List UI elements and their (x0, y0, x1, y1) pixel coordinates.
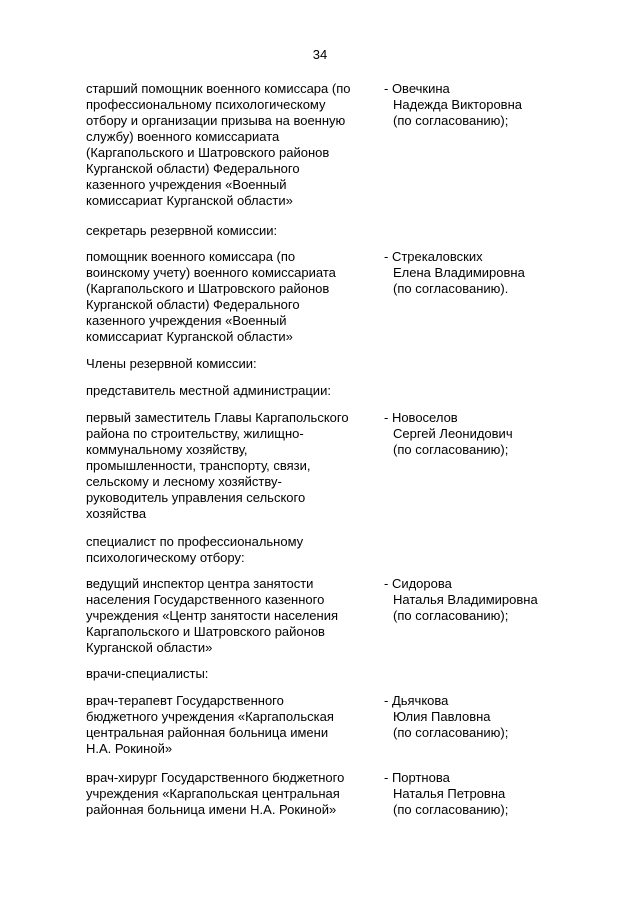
text-line: коммунальному хозяйству, (86, 442, 248, 457)
text-line: Каргапольского и Шатровского районов (86, 624, 325, 639)
text-line: казенного учреждения «Военный (86, 313, 287, 328)
text-line: бюджетного учреждения «Каргапольская (86, 709, 334, 724)
person-given-names: Надежда Викторовна (393, 97, 522, 112)
position-description (86, 770, 366, 818)
person-given-names: Юлия Павловна (393, 709, 491, 724)
text-line: казенного учреждения «Военный (86, 177, 287, 192)
position-description (86, 81, 366, 209)
text-line: психологическому отбору: (86, 550, 245, 565)
person-note: (по согласованию); (393, 725, 509, 740)
person-name (384, 693, 584, 741)
text-line: врач-терапевт Государственного (86, 693, 284, 708)
person-name (384, 81, 584, 129)
text-line: (Каргапольского и Шатровского районов (86, 145, 330, 160)
person-surname: - Стрекаловских (384, 249, 483, 264)
text-line: промышленности, транспорту, связи, (86, 458, 311, 473)
text-line: воинскому учету) военного комиссариата (86, 265, 336, 280)
text-line: сельскому и лесному хозяйству- (86, 474, 282, 489)
text-line: комиссариат Курганской области» (86, 329, 293, 344)
text-line: (Каргапольского и Шатровского районов (86, 281, 330, 296)
person-note: (по согласованию); (393, 113, 509, 128)
text-line: отбору и организации призыва на военную (86, 113, 346, 128)
section-heading: Члены резервной комиссии: (86, 356, 257, 371)
position-description (86, 410, 366, 522)
text-line: Курганской области) Федерального (86, 297, 300, 312)
text-line: руководитель управления сельского (86, 490, 306, 505)
person-note: (по согласованию). (393, 281, 509, 296)
section-heading (86, 534, 556, 566)
text-line: Курганской области» (86, 640, 213, 655)
page-number: 34 (312, 47, 328, 62)
position-description (86, 576, 366, 656)
text-line: профессиональному психологическому (86, 97, 326, 112)
text-line: хозяйства (86, 506, 147, 521)
text-line: ведущий инспектор центра занятости (86, 576, 314, 591)
person-given-names: Наталья Владимировна (393, 592, 538, 607)
section-heading: секретарь резервной комиссии: (86, 223, 278, 238)
text-line: помощник военного комиссара (по (86, 249, 296, 264)
text-line: учреждения «Центр занятости населения (86, 608, 339, 623)
text-line: учреждения «Каргапольская центральная (86, 786, 340, 801)
text-line: первый заместитель Главы Каргапольского (86, 410, 349, 425)
person-name (384, 410, 584, 458)
text-line: службу) военного комиссариата (86, 129, 280, 144)
person-surname: - Дьячкова (384, 693, 449, 708)
person-name (384, 249, 584, 297)
person-given-names: Сергей Леонидович (393, 426, 513, 441)
text-line: района по строительству, жилищно- (86, 426, 304, 441)
text-line: районная больница имени Н.А. Рокиной» (86, 802, 337, 817)
person-surname: - Овечкина (384, 81, 450, 96)
position-description (86, 693, 366, 757)
section-heading: представитель местной администрации: (86, 383, 331, 398)
text-line: Курганской области) Федерального (86, 161, 300, 176)
person-given-names: Наталья Петровна (393, 786, 506, 801)
text-line: комиссариат Курганской области» (86, 193, 293, 208)
person-name (384, 576, 584, 624)
text-line: старший помощник военного комиссара (по (86, 81, 351, 96)
person-surname: - Сидорова (384, 576, 452, 591)
text-line: центральная районная больница имени (86, 725, 329, 740)
text-line: Н.А. Рокиной» (86, 741, 173, 756)
text-line: специалист по профессиональному (86, 534, 304, 549)
person-note: (по согласованию); (393, 442, 509, 457)
person-surname: - Новоселов (384, 410, 458, 425)
section-heading: врачи-специалисты: (86, 666, 209, 681)
person-note: (по согласованию); (393, 608, 509, 623)
person-note: (по согласованию); (393, 802, 509, 817)
person-surname: - Портнова (384, 770, 450, 785)
person-given-names: Елена Владимировна (393, 265, 525, 280)
position-description (86, 249, 366, 345)
person-name (384, 770, 584, 818)
text-line: врач-хирург Государственного бюджетного (86, 770, 345, 785)
text-line: населения Государственного казенного (86, 592, 325, 607)
